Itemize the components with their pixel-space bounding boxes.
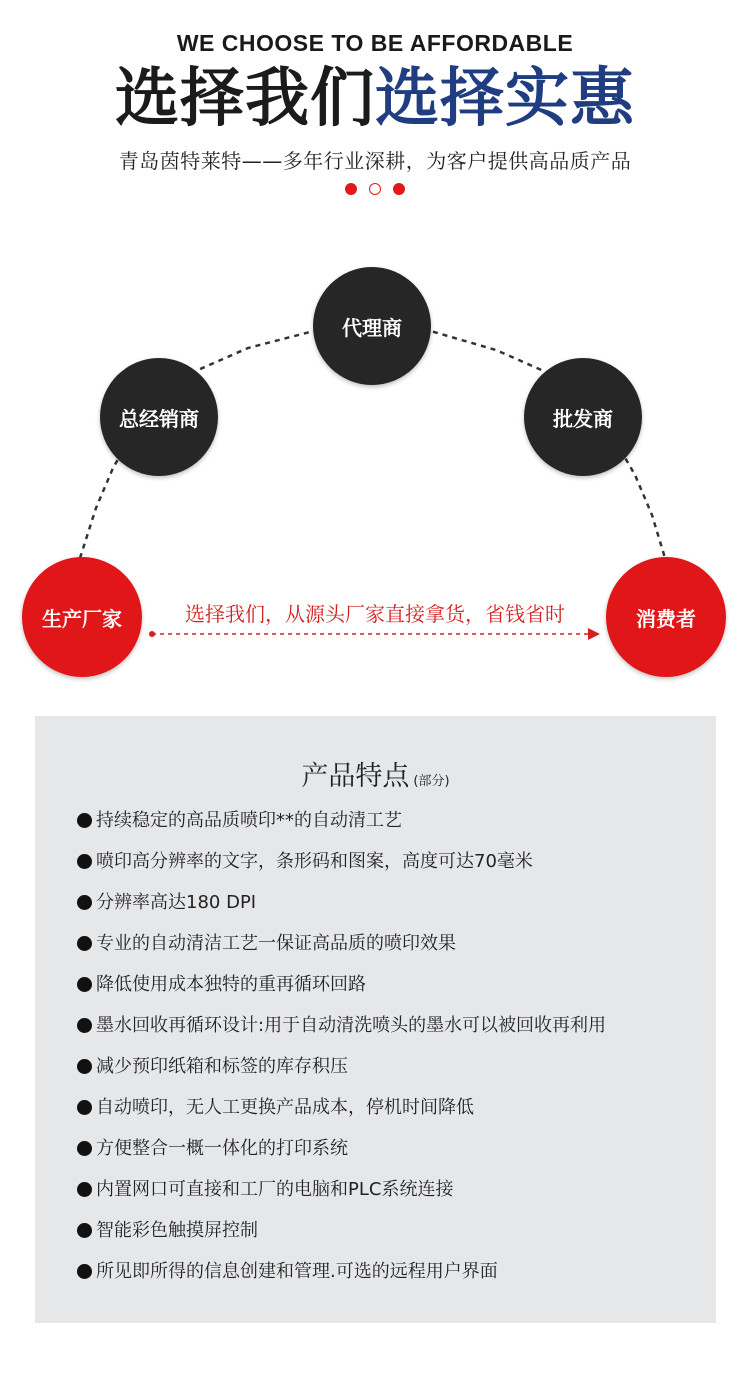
feature-text: 专业的自动清洁工艺一保证高品质的喷印效果	[96, 933, 456, 954]
bullet-icon	[77, 1223, 92, 1238]
list-item	[77, 1096, 606, 1137]
bullet-icon	[77, 1141, 92, 1156]
features-title	[35, 754, 716, 793]
list-item	[77, 1219, 606, 1260]
node-consumer: 消费者	[606, 557, 726, 677]
node-manufacturer: 生产厂家	[22, 557, 142, 677]
node-general-distributor: 总经销商	[100, 358, 218, 476]
supply-chain-diagram	[0, 240, 750, 690]
english-title: WE CHOOSE TO BE AFFORDABLE	[176, 30, 574, 56]
list-item	[77, 973, 606, 1014]
chinese-title	[0, 58, 750, 140]
list-item	[77, 1137, 606, 1178]
feature-text: 降低使用成本独特的重再循环回路	[96, 974, 366, 995]
feature-text: 分辨率高达180 DPI	[96, 892, 257, 913]
arrow-label: 选择我们，从源头厂家直接拿货，省钱省时	[185, 602, 565, 626]
node-agent: 代理商	[313, 267, 431, 385]
bullet-icon	[77, 1264, 92, 1279]
feature-text: 智能彩色触摸屏控制	[96, 1220, 258, 1241]
feature-text: 减少预印纸箱和标签的库存积压	[96, 1056, 348, 1077]
bullet-icon	[77, 895, 92, 910]
list-item	[77, 1055, 606, 1096]
list-item	[77, 1260, 606, 1301]
feature-text: 自动喷印，无人工更换产品成本，停机时间降低	[96, 1097, 474, 1118]
features-title-note: (部分)	[413, 774, 450, 789]
dot-filled-icon	[393, 183, 405, 195]
bullet-icon	[77, 1182, 92, 1197]
header	[0, 0, 750, 210]
bullet-icon	[77, 854, 92, 869]
dot-hollow-icon	[369, 183, 381, 195]
feature-text: 方便整合一概一体化的打印系统	[96, 1138, 348, 1159]
features-title-text: 产品特点	[301, 761, 410, 792]
feature-text: 墨水回收再循环设计:用于自动清洗喷头的墨水可以被回收再利用	[96, 1015, 607, 1036]
bullet-icon	[77, 813, 92, 828]
bullet-icon	[77, 1100, 92, 1115]
features-panel	[35, 716, 716, 1323]
feature-text: 所见即所得的信息创建和管理.可选的远程用户界面	[96, 1261, 498, 1282]
node-wholesaler: 批发商	[524, 358, 642, 476]
bullet-icon	[77, 977, 92, 992]
dot-indicator	[0, 183, 750, 195]
list-item	[77, 850, 606, 891]
feature-text: 持续稳定的高品质喷印**的自动清工艺	[96, 810, 402, 831]
list-item	[77, 891, 606, 932]
feature-text: 喷印高分辨率的文字，条形码和图案，高度可达70毫米	[96, 851, 533, 872]
bullet-icon	[77, 936, 92, 951]
chinese-title-dark: 选择我们	[115, 62, 375, 136]
dot-filled-icon	[345, 183, 357, 195]
list-item	[77, 1014, 606, 1055]
subtitle: 青岛茵特莱特——多年行业深耕，为客户提供高品质产品	[118, 149, 632, 173]
list-item	[77, 932, 606, 973]
list-item	[77, 1178, 606, 1219]
bullet-icon	[77, 1059, 92, 1074]
features-list	[77, 809, 606, 1301]
list-item	[77, 809, 606, 850]
feature-text: 内置网口可直接和工厂的电脑和PLC系统连接	[96, 1179, 454, 1200]
chinese-title-blue: 选择实惠	[375, 62, 635, 136]
arrow-start-dot	[149, 631, 155, 637]
arrow-head-icon	[588, 628, 600, 640]
bullet-icon	[77, 1018, 92, 1033]
